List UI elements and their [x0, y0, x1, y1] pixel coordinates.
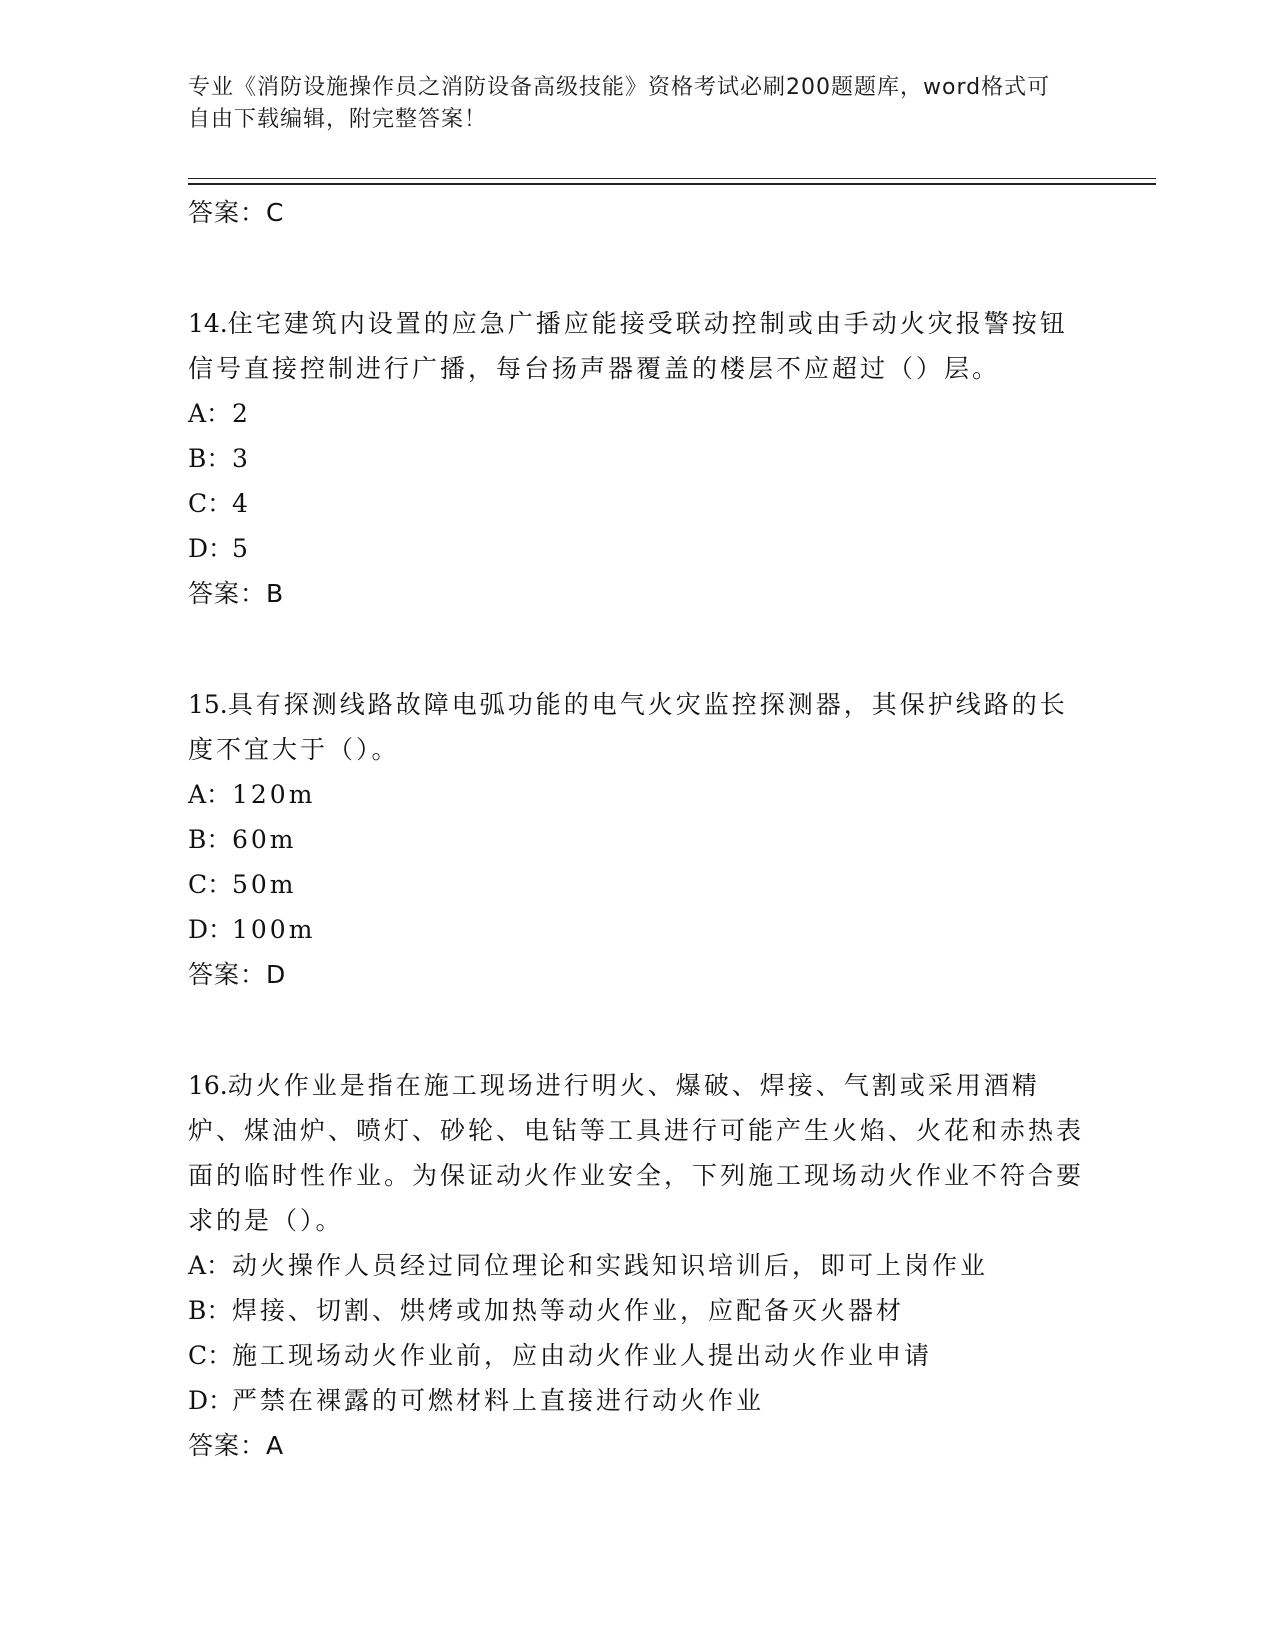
answer-line	[188, 190, 1088, 243]
option-key: D：	[188, 534, 234, 563]
option-text: 4	[232, 489, 251, 518]
option-text: 100m	[232, 915, 316, 944]
option-text: 5	[232, 534, 251, 563]
option-key: C：	[188, 1341, 233, 1370]
option-key: A：	[188, 399, 232, 428]
option-a	[188, 1243, 1088, 1288]
option-key: B：	[188, 444, 232, 473]
answer-label: 答案：	[188, 960, 267, 989]
answer-line	[188, 952, 1088, 1005]
question-text: 具有探测线路故障电弧功能的电气火灾监控探测器，其保护线路的长度不宜大于（）。	[188, 690, 1068, 764]
question-block	[188, 682, 1088, 1005]
option-key: D：	[188, 915, 234, 944]
option-text: 60m	[232, 825, 297, 854]
option-b	[188, 436, 1088, 481]
option-d	[188, 1378, 1088, 1423]
header-divider-thick	[188, 183, 1156, 185]
question-block	[188, 301, 1088, 624]
option-text: 3	[232, 444, 251, 473]
option-key: C：	[188, 870, 233, 899]
question-stem	[188, 682, 1088, 772]
option-c	[188, 1333, 1088, 1378]
answer-value: D	[266, 960, 287, 989]
question-number: 15.	[188, 690, 228, 719]
question-list	[188, 190, 1088, 1476]
option-key: C：	[188, 489, 233, 518]
option-text: 动火操作人员经过同位理论和实践知识培训后，即可上岗作业	[232, 1251, 989, 1280]
question-stem	[188, 1063, 1088, 1243]
question-text: 动火作业是指在施工现场进行明火、爆破、焊接、气割或采用酒精炉、煤油炉、喷灯、砂轮、电钻等工具进行可能产生火焰、火花和赤热表面的临时性作业。为保证动火作业安全，下列施工现场动火作业不符合要求的是（）。	[188, 1071, 1085, 1235]
question-text: 住宅建筑内设置的应急广播应能接受联动控制或由手动火灾报警按钮信号直接控制进行广播，每台扬声器覆盖的楼层不应超过（）层。	[188, 309, 1068, 383]
option-text: 120m	[232, 780, 316, 809]
option-d	[188, 907, 1088, 952]
option-a	[188, 772, 1088, 817]
option-text: 2	[232, 399, 251, 428]
option-d	[188, 526, 1088, 571]
option-text: 施工现场动火作业前，应由动火作业人提出动火作业申请	[232, 1341, 933, 1370]
question-number: 16.	[188, 1071, 228, 1100]
question-stem	[188, 301, 1088, 391]
answer-label: 答案：	[188, 579, 267, 608]
answer-label: 答案：	[188, 198, 267, 227]
question-number: 14.	[188, 309, 228, 338]
option-key: B：	[188, 1296, 232, 1325]
option-key: A：	[188, 1251, 232, 1280]
answer-line	[188, 1423, 1088, 1476]
option-text: 50m	[232, 870, 297, 899]
option-key: A：	[188, 780, 232, 809]
option-key: D：	[188, 1386, 234, 1415]
answer-value: B	[266, 579, 285, 608]
option-text: 焊接、切割、烘烤或加热等动火作业，应配备灭火器材	[232, 1296, 905, 1325]
option-c	[188, 862, 1088, 907]
option-b	[188, 1288, 1088, 1333]
answer-value: C	[266, 198, 285, 227]
option-b	[188, 817, 1088, 862]
option-c	[188, 481, 1088, 526]
header-divider-thin	[188, 178, 1156, 179]
option-text: 严禁在裸露的可燃材料上直接进行动火作业	[232, 1386, 765, 1415]
answer-value: A	[266, 1431, 285, 1460]
answer-label: 答案：	[188, 1431, 267, 1460]
page-header: 专业《消防设施操作员之消防设备高级技能》资格考试必刷200题题库，word格式可自由下载编辑，附完整答案！	[188, 75, 1051, 132]
question-block	[188, 1063, 1088, 1476]
option-key: B：	[188, 825, 232, 854]
option-a	[188, 391, 1088, 436]
answer-line	[188, 571, 1088, 624]
